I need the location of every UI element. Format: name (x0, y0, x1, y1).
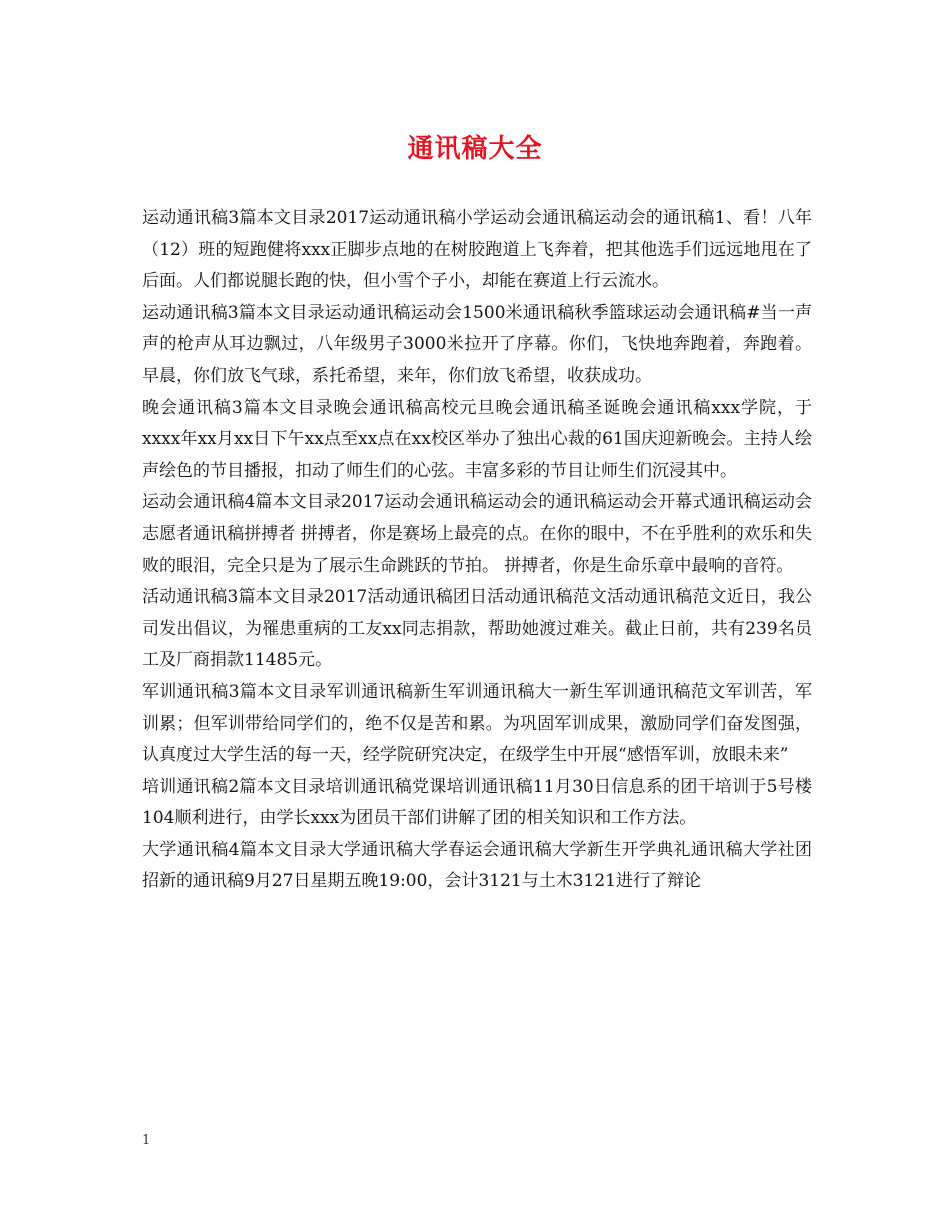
paragraph-evening-gala: 晚会通讯稿3篇本文目录晚会通讯稿高校元旦晚会通讯稿圣诞晚会通讯稿xxx学院，于xxxx年xx月xx日下午xx点至xx点在xx校区举办了独出心裁的61国庆迎新晚会。主持人绘声绘色的节目播报，扣动了师生们的心弦。丰富多彩的节目让师生们沉浸其中。 (142, 397, 812, 481)
page-number: 1 (142, 1133, 151, 1148)
paragraph-training: 培训通讯稿2篇本文目录培训通讯稿党课培训通讯稿11月30日信息系的团干培训于5号楼104顺利进行，由学长xxx为团员干部们讲解了团的相关知识和工作方法。 (142, 776, 812, 829)
paragraph-sports-meet-1500m: 运动通讯稿3篇本文目录运动通讯稿运动会1500米通讯稿秋季篮球运动会通讯稿#当一声声的枪声从耳边飘过，八年级男子3000米拉开了序幕。你们，飞快地奔跑着，奔跑着。早晨，你们放飞气球，系托希望，来年，你们放飞希望，收获成功。 (142, 302, 812, 386)
paragraph-sports-meet-striver: 运动会通讯稿4篇本文目录2017运动会通讯稿运动会的通讯稿运动会开幕式通讯稿运动会志愿者通讯稿拼搏者 拼搏者，你是赛场上最亮的点。在你的眼中，不在乎胜利的欢乐和失败的眼泪，完全只是为了展示生命跳跃的节拍。 拼搏者，你是生命乐章中最响的音符。 (142, 492, 812, 576)
paragraph-university: 大学通讯稿4篇本文目录大学通讯稿大学春运会通讯稿大学新生开学典礼通讯稿大学社团招新的通讯稿9月27日星期五晚19:00，会计3121与土木3121进行了辩论 (142, 839, 812, 892)
paragraph-sports-newsletter: 运动通讯稿3篇本文目录2017运动通讯稿小学运动会通讯稿运动会的通讯稿1、看！八年（12）班的短跑健将xxx正脚步点地的在树胶跑道上飞奔着，把其他选手们远远地甩在了后面。人们都说腿长跑的快，但小雪个子小，却能在赛道上行云流水。 (142, 208, 812, 292)
paragraph-military-training: 军训通讯稿3篇本文目录军训通讯稿新生军训通讯稿大一新生军训通讯稿范文军训苦，军训累；但军训带给同学们的，绝不仅是苦和累。为巩固军训成果，激励同学们奋发图强，认真度过大学生活的每一天，经学院研究决定，在级学生中开展“感悟军训，放眼未来” (142, 681, 812, 766)
paragraph-activity-donation: 活动通讯稿3篇本文目录2017活动通讯稿团日活动通讯稿范文活动通讯稿范文近日，我公司发出倡议，为罹患重病的工友xx同志捐款，帮助她渡过难关。截止日前，共有239名员工及厂商捐款11485元。 (142, 587, 812, 671)
document-body (142, 203, 812, 898)
document-title: 通讯稿大全 (407, 134, 543, 164)
